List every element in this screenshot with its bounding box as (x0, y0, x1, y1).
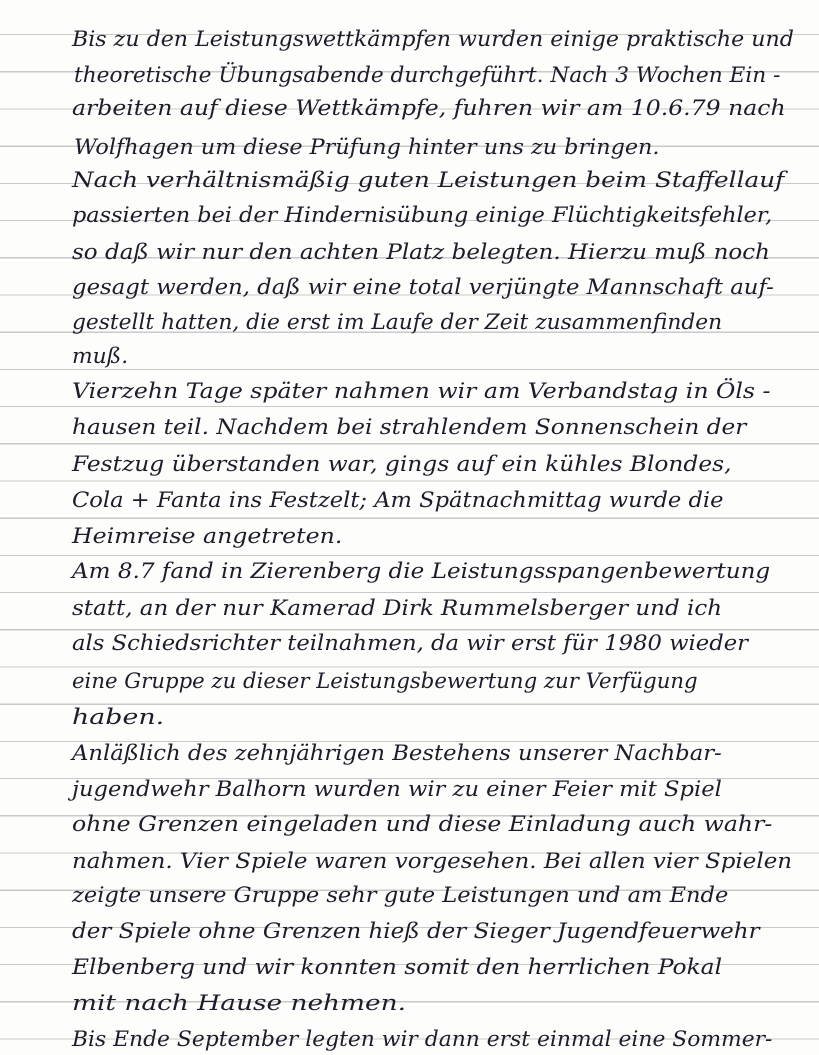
handwritten-line: Bis Ende September legten wir dann erst einmal eine Sommer- (72, 1027, 773, 1051)
handwritten-line: Cola + Fanta ins Festzelt; Am Spätnachmittag wurde die (72, 488, 724, 512)
handwritten-line: Heimreise angetreten. (72, 524, 343, 548)
handwritten-line: hausen teil. Nachdem bei strahlendem Sonnenschein der (72, 415, 747, 439)
handwritten-line: Nach verhältnismäßig guten Leistungen beim Staffellauf (72, 168, 785, 192)
handwritten-line: der Spiele ohne Grenzen hieß der Sieger Jugendfeuerwehr (72, 919, 760, 943)
handwritten-line: Vierzehn Tage später nahmen wir am Verbandstag in Öls - (72, 379, 771, 403)
handwritten-line: passierten bei der Hindernisübung einige Flüchtigkeitsfehler, (72, 203, 773, 227)
handwritten-line: so daß wir nur den achten Platz belegten. Hierzu muß noch (72, 240, 770, 264)
handwritten-line: Bis zu den Leistungswettkämpfen wurden einige praktische und (72, 27, 794, 51)
handwritten-line: gestellt hatten, die erst im Laufe der Zeit zusammenfinden (72, 310, 723, 334)
handwritten-line: muß. (72, 344, 129, 368)
handwritten-line: Wolfhagen um diese Prüfung hinter uns zu bringen. (74, 135, 660, 159)
handwritten-line: statt, an der nur Kamerad Dirk Rummelsberger und ich (72, 596, 722, 620)
handwritten-line: gesagt werden, daß wir eine total verjüngte Mannschaft auf- (72, 275, 774, 299)
handwritten-line: zeigte unsere Gruppe sehr gute Leistungen und am Ende (72, 883, 729, 907)
handwritten-line: ohne Grenzen eingeladen und diese Einladung auch wahr- (72, 812, 773, 836)
handwritten-line: Anläßlich des zehnjährigen Bestehens unserer Nachbar- (72, 741, 722, 765)
handwritten-line: nahmen. Vier Spiele waren vorgesehen. Bei allen vier Spielen (72, 849, 793, 873)
handwritten-line: theoretische Übungsabende durchgeführt. Nach 3 Wochen Ein - (74, 63, 781, 87)
handwritten-line: Festzug überstanden war, gings auf ein kühles Blondes, (72, 452, 732, 476)
handwritten-line: haben. (72, 705, 165, 729)
handwritten-line: mit nach Hause nehmen. (72, 991, 407, 1015)
handwritten-line: jugendwehr Balhorn wurden wir zu einer Feier mit Spiel (72, 777, 722, 801)
handwritten-line: arbeiten auf diese Wettkämpfe, fuhren wir am 10.6.79 nach (72, 96, 786, 120)
handwritten-line: als Schiedsrichter teilnahmen, da wir erst für 1980 wieder (72, 631, 748, 655)
handwritten-line: eine Gruppe zu dieser Leistungsbewertung zur Verfügung (72, 669, 698, 693)
handwritten-line: Am 8.7 fand in Zierenberg die Leistungsspangenbewertung (72, 559, 771, 583)
handwritten-line: Elbenberg und wir konnten somit den herrlichen Pokal (72, 955, 723, 979)
